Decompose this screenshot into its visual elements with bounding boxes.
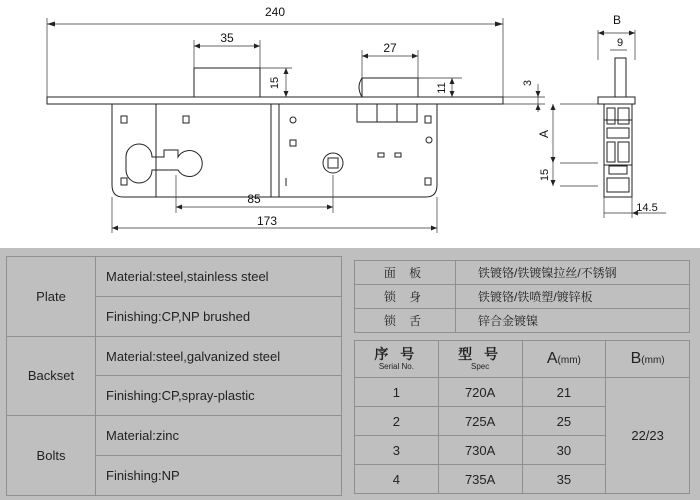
header-b-label: B [630, 350, 642, 367]
lock-body [112, 104, 437, 197]
part-name: 面 板 [355, 261, 456, 285]
header-type-cn: 型 号 [458, 345, 503, 362]
dim-side-width: 9 [616, 37, 624, 49]
side-view [598, 58, 635, 197]
header-a-label: A [546, 350, 558, 367]
model-cell: 730A [438, 436, 522, 465]
header-serial [355, 341, 439, 378]
part-name: 锁 舌 [355, 309, 456, 333]
dim-plate-thickness: 3 [522, 79, 534, 87]
a-cell: 35 [522, 465, 606, 494]
table-row [355, 378, 690, 407]
dim-side-15: 15 [539, 168, 551, 182]
models-table [354, 340, 690, 494]
part-value: 锌合金镀镍 [456, 309, 690, 333]
plate-material: Material:steel,stainless steel [96, 257, 342, 297]
dim-bolt-height: 15 [269, 76, 281, 90]
plate-finishing: Finishing:CP,NP brushed [96, 296, 342, 336]
a-cell: 30 [522, 436, 606, 465]
dim-overall-length: 240 [264, 5, 286, 19]
a-cell: 25 [522, 407, 606, 436]
lock-technical-drawing [0, 0, 700, 240]
header-b-unit: (mm) [641, 355, 665, 366]
header-serial-en: Serial No. [378, 361, 414, 371]
backset-finishing: Finishing:CP,spray-plastic [96, 376, 342, 416]
materials-table [6, 256, 342, 496]
part-value: 铁镀铬/铁镀镍拉丝/不锈钢 [456, 261, 690, 285]
header-b [606, 341, 690, 378]
part-value: 铁镀铬/铁喷塑/镀锌板 [456, 285, 690, 309]
serial-cell: 4 [355, 465, 439, 494]
header-type-en: Spec [471, 361, 490, 371]
dim-side-a: A [537, 129, 551, 139]
dim-backset: 85 [247, 192, 261, 206]
category-plate: Plate [7, 257, 96, 337]
header-a [522, 341, 606, 378]
dim-latch-height: 11 [436, 82, 448, 94]
dim-bolt-width: 35 [220, 31, 234, 45]
spindle-hub [323, 153, 343, 173]
header-type [438, 341, 522, 378]
category-bolts: Bolts [7, 416, 96, 496]
b-cell: 22/23 [606, 378, 690, 494]
backset-material: Material:steel,galvanized steel [96, 336, 342, 376]
dim-side-b: B [612, 13, 622, 27]
model-cell: 735A [438, 465, 522, 494]
dead-bolt [194, 68, 260, 97]
dim-side-depth: 14.5 [636, 202, 658, 214]
latch-bolt [362, 78, 418, 97]
bolts-finishing: Finishing:NP [96, 456, 342, 496]
serial-cell: 3 [355, 436, 439, 465]
parts-table [354, 260, 690, 333]
serial-cell: 2 [355, 407, 439, 436]
dim-body-length: 173 [256, 214, 278, 228]
header-a-unit: (mm) [557, 355, 581, 366]
a-cell: 21 [522, 378, 606, 407]
specification-panel [0, 248, 700, 500]
category-backset: Backset [7, 336, 96, 416]
part-name: 锁 身 [355, 285, 456, 309]
cylinder-hole [126, 144, 202, 183]
dim-latch-width: 27 [383, 41, 397, 55]
face-plate [47, 97, 503, 104]
bolts-material: Material:zinc [96, 416, 342, 456]
model-cell: 725A [438, 407, 522, 436]
header-serial-cn: 序 号 [374, 345, 419, 362]
serial-cell: 1 [355, 378, 439, 407]
model-cell: 720A [438, 378, 522, 407]
